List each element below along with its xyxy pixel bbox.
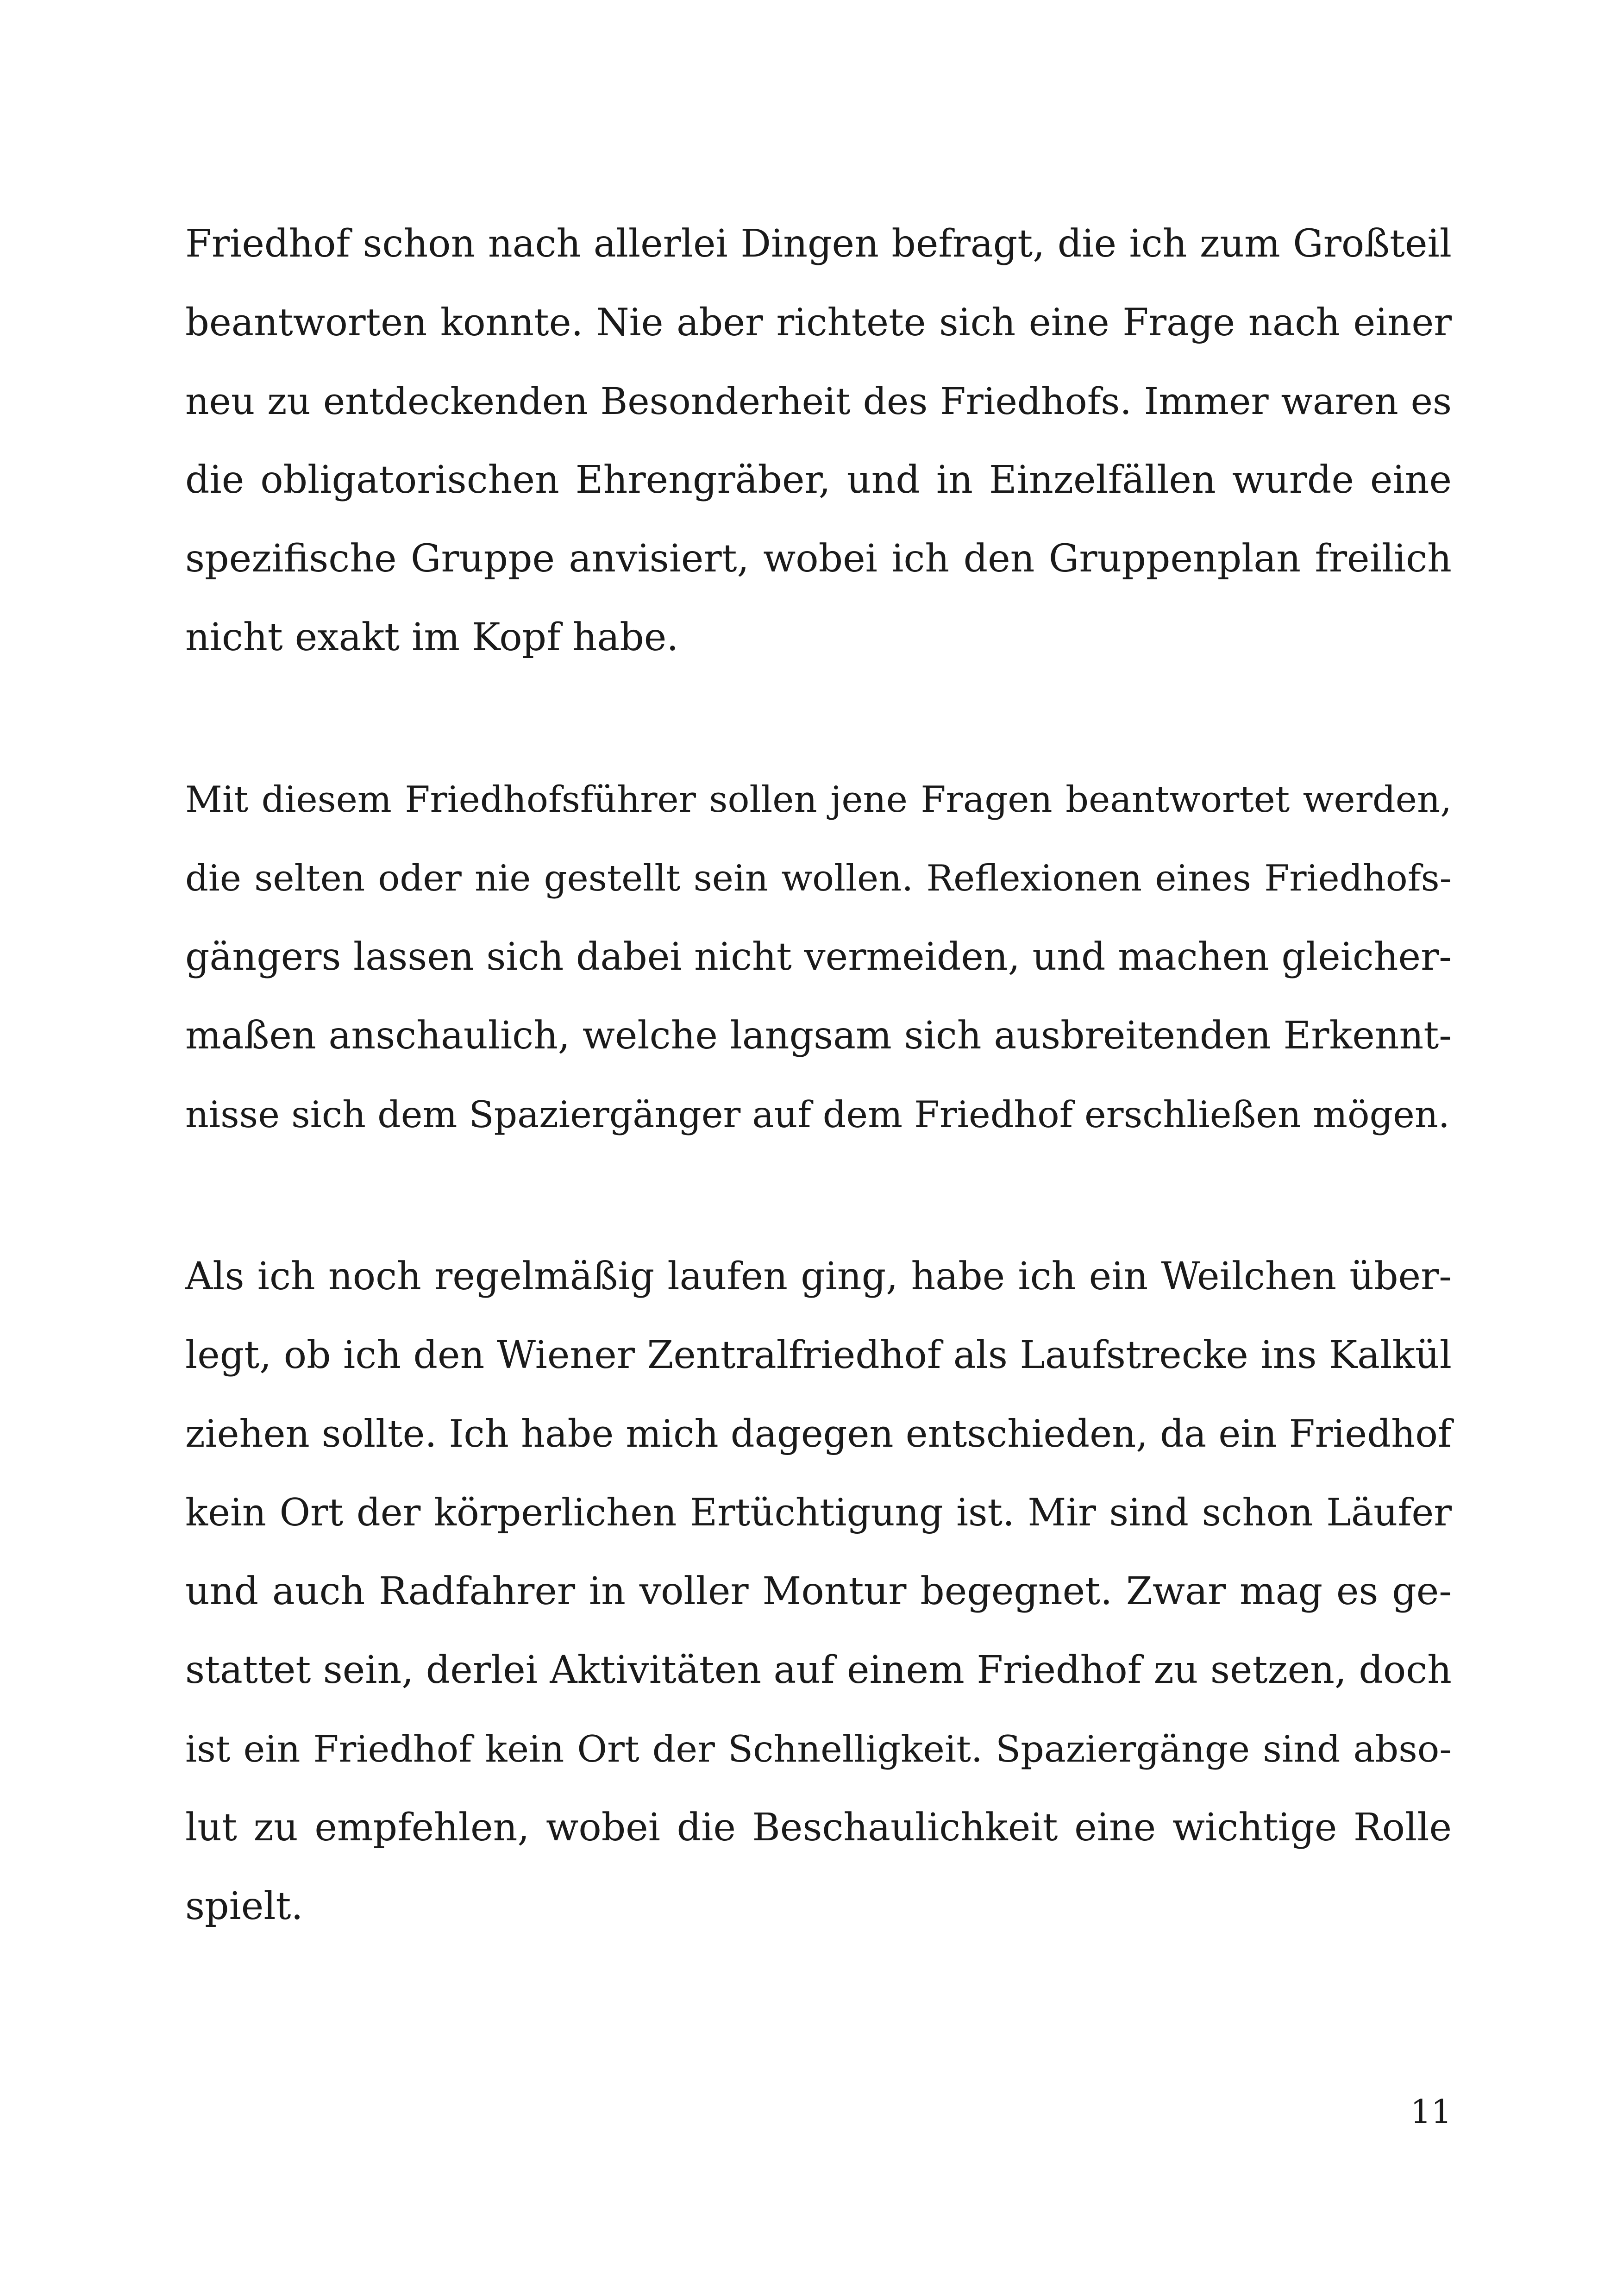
paragraph-line: maßen anschaulich, welche langsam sich ausbreitenden Erkennt- — [185, 1014, 1452, 1058]
paragraph-line: die obligatorischen Ehrengräber, und in Einzelfällen wurde eine — [185, 458, 1452, 502]
paragraph-line: Friedhof schon nach allerlei Dingen befragt, die ich zum Großteil — [185, 222, 1452, 266]
paragraph-1 — [185, 205, 1452, 677]
paragraph-line: lut zu empfehlen, wobei die Beschaulichkeit eine wichtige Rolle — [185, 1806, 1452, 1850]
paragraph-line: die selten oder nie gestellt sein wollen. Reflexionen eines Friedhofs- — [185, 858, 1452, 899]
paragraph-line: stattet sein, derlei Aktivitäten auf einem Friedhof zu setzen, doch — [185, 1648, 1452, 1692]
paragraph-line: Mit diesem Friedhofsführer sollen jene Fragen beantwortet werden, — [185, 779, 1452, 821]
paragraph-2 — [185, 760, 1452, 1154]
paragraph-line: spielt. — [185, 1884, 303, 1928]
paragraph-line: Als ich noch regelmäßig laufen ging, habe ich ein Weilchen über- — [185, 1255, 1452, 1299]
paragraph-line: beantworten konnte. Nie aber richtete sich eine Frage nach einer — [185, 301, 1452, 345]
paragraph-line: spezifische Gruppe anvisiert, wobei ich den Gruppenplan freilich — [185, 537, 1452, 581]
paragraph-3 — [185, 1237, 1452, 1946]
paragraph-line: neu zu entdeckenden Besonderheit des Friedhofs. Immer waren es — [185, 380, 1452, 423]
paragraph-line: nisse sich dem Spaziergänger auf dem Friedhof erschließen mögen. — [185, 1093, 1450, 1136]
paragraph-line: legt, ob ich den Wiener Zentralfriedhof als Laufstrecke ins Kalkül — [185, 1333, 1452, 1377]
page-number: 11 — [1410, 2093, 1452, 2131]
paragraph-line: und auch Radfahrer in voller Montur begegnet. Zwar mag es ge- — [185, 1569, 1452, 1613]
paragraph-line: kein Ort der körperlichen Ertüchtigung ist. Mir sind schon Läufer — [185, 1491, 1452, 1535]
paragraph-line: gängers lassen sich dabei nicht vermeiden, und machen gleicher- — [185, 935, 1452, 979]
paragraph-line: nicht exakt im Kopf habe. — [185, 615, 679, 659]
paragraph-line: ziehen sollte. Ich habe mich dagegen entschieden, da ein Friedhof — [185, 1412, 1452, 1456]
paragraph-line: ist ein Friedhof kein Ort der Schnelligkeit. Spaziergänge sind abso- — [185, 1728, 1452, 1770]
